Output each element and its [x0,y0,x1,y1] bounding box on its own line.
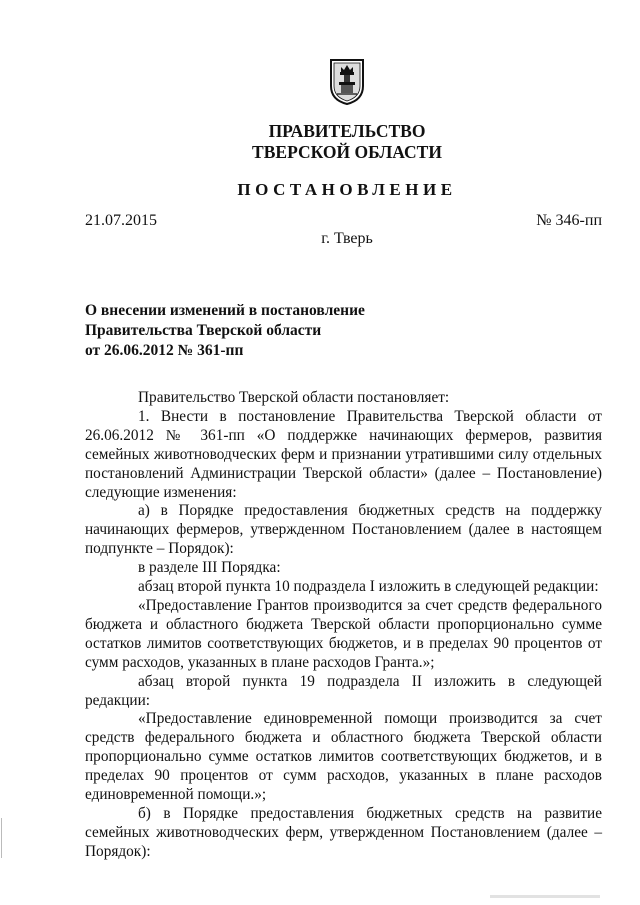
body-paragraph: б) в Порядке предоставления бюджетных средств на развитие семейных животноводческих ферм, утвержденном Постановлением (далее – Порядок): [85,804,602,860]
document-city: г. Тверь [321,230,373,247]
document-type-title: ПОСТАНОВЛЕНИЕ [237,180,457,199]
tver-coat-of-arms-icon [327,56,367,106]
scan-artifact [490,895,600,898]
government-title-line2: ТВЕРСКОЙ ОБЛАСТИ [252,142,442,162]
body-paragraph: «Предоставление единовременной помощи производится за счет средств федерального бюджета и областного бюджета Тверской области пропорционально сумме остатков лимитов соответствующих бюджетов, и в пределах 90 процентов от сумм расходов, указанных в плане расходов единовременной помощи.»; [85,710,602,804]
document-subject [85,301,505,361]
document-number: № 346-пп [536,212,602,229]
scan-margin-mark [1,818,2,858]
subject-line3: от 26.06.2012 № 361-пп [85,342,244,359]
body-paragraph: абзац второй пункта 10 подраздела I изложить в следующей редакции: [138,578,599,596]
body-paragraph: а) в Порядке предоставления бюджетных средств на поддержку начинающих фермеров, утвержденном Постановлением (далее в настоящем подпункте – Порядок): [85,502,602,558]
document-body [85,389,602,862]
subject-line2: Правительства Тверской области [85,322,322,339]
document-date: 21.07.2015 [85,212,157,229]
subject-line1: О внесении изменений в постановление [85,302,365,319]
body-paragraph: «Предоставление Грантов производится за счет средств федерального бюджета и областного бюджета Тверской области пропорционально сумме остатков лимитов соответствующих бюджетов, и в пределах 90 процентов от сумм расходов, указанных в плане расходов Гранта.»; [85,596,602,671]
body-paragraph: 1. Внести в постановление Правительства Тверской области от 26.06.2012 № 361-пп «О поддержке начинающих фермеров, развития семейных животноводческих ферм и признании утратившими силу отдельных постановлений Администрации Тверской области» (далее – Постановление) следующие изменения: [85,407,602,501]
body-paragraph: в разделе III Порядка: [138,559,281,577]
government-title-line1: ПРАВИТЕЛЬСТВО [268,121,426,141]
body-paragraph: абзац второй пункта 19 подраздела II изложить в следующей редакции: [85,672,602,709]
body-paragraph: Правительство Тверской области постановляет: [138,389,450,406]
